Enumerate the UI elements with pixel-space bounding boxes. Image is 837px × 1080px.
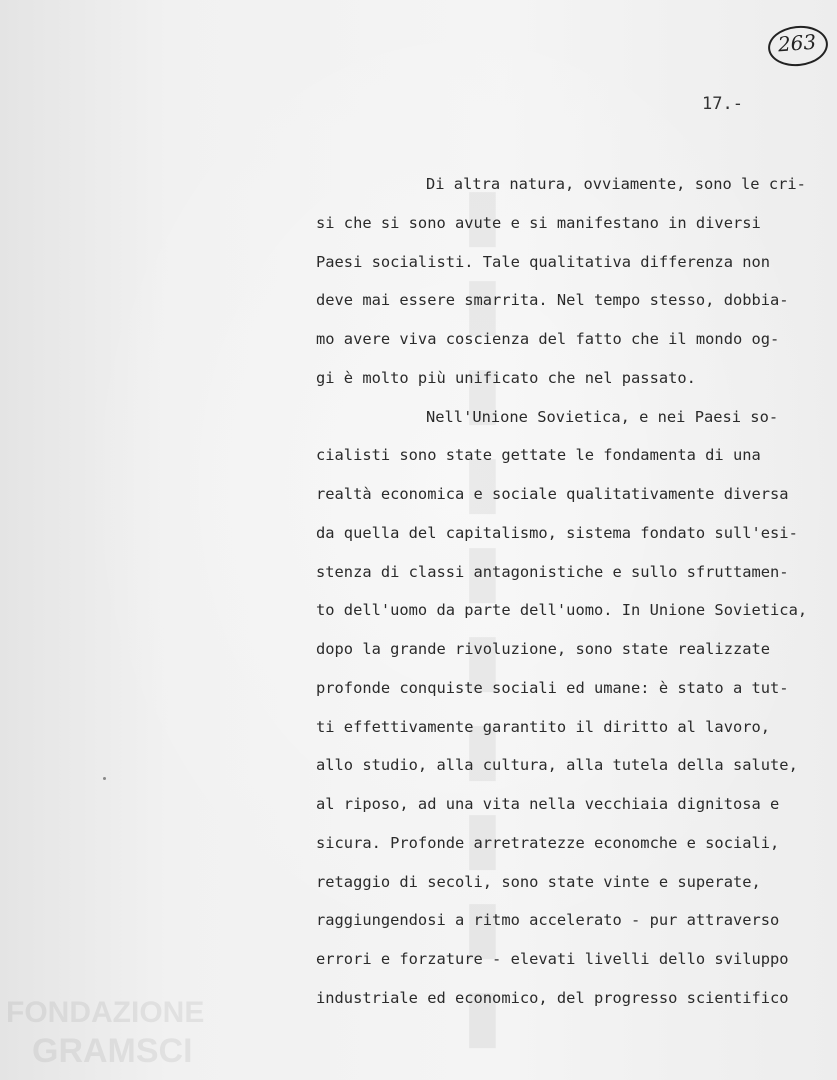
page-number: 17.- bbox=[702, 94, 743, 114]
text-line: sicura. Profonde arretratezze economche e sociali, bbox=[316, 833, 780, 852]
text-line: mo avere viva coscienza del fatto che il mondo og- bbox=[316, 330, 780, 348]
text-line: industriale ed economico, del progresso scientifico bbox=[316, 988, 789, 1007]
text-line: deve mai essere smarrita. Nel tempo stesso, dobbia- bbox=[316, 291, 789, 310]
folio-stamp bbox=[764, 22, 830, 68]
text-line: allo studio, alla cultura, alla tutela della salute, bbox=[316, 756, 798, 775]
text-line: stenza di classi antagonistiche e sullo sfruttamen- bbox=[316, 562, 789, 581]
text-line: si che si sono avute e si manifestano in diversi bbox=[316, 213, 761, 232]
typewritten-text bbox=[316, 171, 836, 1024]
text-line: gi è molto più unificato che nel passato. bbox=[316, 368, 696, 387]
text-line: dopo la grande rivoluzione, sono state realizzate bbox=[316, 640, 771, 658]
text-line: errori e forzature - elevati livelli dello sviluppo bbox=[316, 950, 789, 968]
text-line: to dell'uomo da parte dell'uomo. In Unione Sovietica, bbox=[316, 601, 808, 620]
text-line: profonde conquiste sociali ed umane: è stato a tut- bbox=[316, 678, 789, 697]
text-line: ti effettivamente garantito il diritto al lavoro, bbox=[316, 717, 771, 736]
svg-text:GRAMSCI: GRAMSCI bbox=[32, 1032, 193, 1068]
reverse-side-show-through: ▮▮▮▮▮▮▮▮▮▮ bbox=[440, 180, 525, 1070]
text-line: raggiungendosi a ritmo accelerato - pur attraverso bbox=[316, 911, 780, 930]
text-line: al riposo, ad una vita nella vecchiaia dignitosa e bbox=[316, 795, 780, 813]
text-line: da quella del capitalismo, sistema fondato sull'esi- bbox=[316, 523, 798, 542]
text-line: retaggio di secoli, sono state vinte e superate, bbox=[316, 872, 761, 891]
text-line: realtà economica e sociale qualitativamente diversa bbox=[316, 485, 789, 503]
svg-text:FONDAZIONE: FONDAZIONE bbox=[6, 996, 205, 1029]
archive-watermark-logo bbox=[6, 988, 216, 1068]
text-line: Paesi socialisti. Tale qualitativa differenza non bbox=[316, 252, 771, 271]
folio-stamp-number: 263 bbox=[777, 29, 817, 57]
text-line: Di altra natura, ovviamente, sono le cri- bbox=[426, 175, 806, 193]
text-line: cialisti sono state gettate le fondamenta di una bbox=[316, 446, 761, 465]
text-line: Nell'Unione Sovietica, e nei Paesi so- bbox=[426, 407, 779, 426]
paper-speck bbox=[103, 777, 106, 780]
